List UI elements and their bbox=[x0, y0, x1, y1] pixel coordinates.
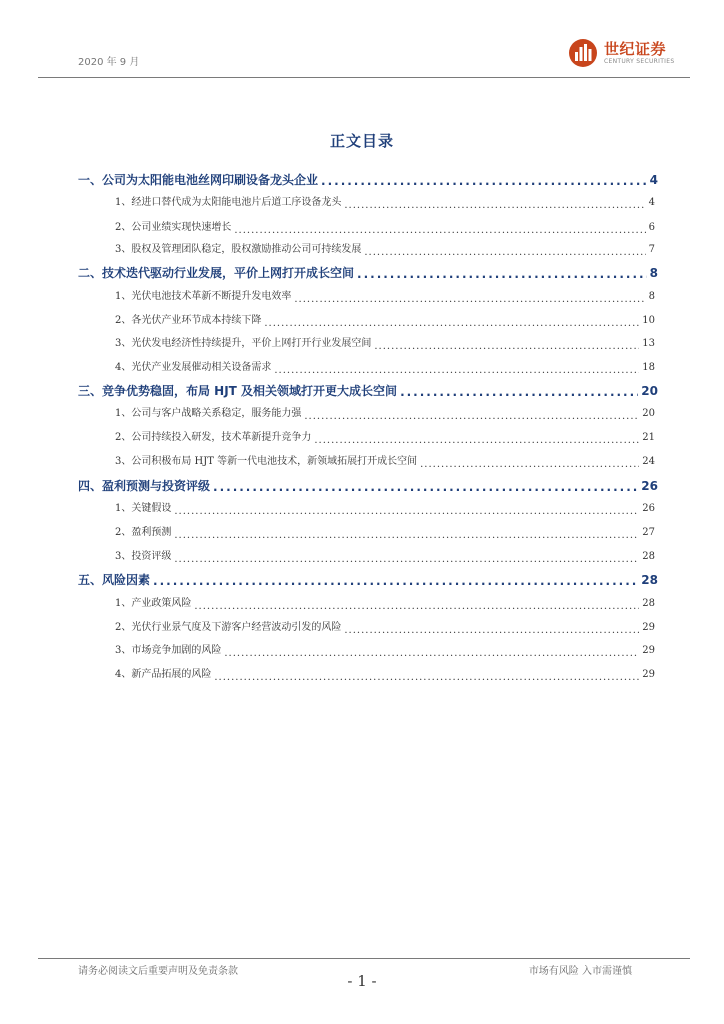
toc-entry-page: 24 bbox=[642, 456, 655, 467]
toc-dot-leader bbox=[374, 334, 639, 354]
toc-entry-label: 3、光伏发电经济性持续提升，平价上网打开行业发展空间 bbox=[115, 338, 372, 349]
toc-entry-label: 五、风险因素 bbox=[78, 573, 151, 587]
toc-entry-page: 6 bbox=[648, 222, 655, 233]
toc-entry-page: 20 bbox=[642, 408, 655, 419]
toc-entry-label: 2、光伏行业景气度及下游客户经营波动引发的风险 bbox=[115, 622, 342, 633]
toc-entry-page: 21 bbox=[642, 432, 655, 443]
logo-chinese-name: 世纪证券 bbox=[604, 40, 667, 58]
toc-subsection-entry[interactable] bbox=[115, 193, 655, 213]
toc-entry-label: 2、公司业绩实现快速增长 bbox=[115, 222, 232, 233]
toc-entry-label: 四、盈利预测与投资评级 bbox=[78, 479, 211, 493]
toc-section-entry[interactable] bbox=[78, 263, 658, 283]
toc-entry-label: 1、光伏电池技术革新不断提升发电效率 bbox=[115, 291, 292, 302]
toc-entry-page: 28 bbox=[641, 573, 658, 587]
toc-subsection-entry[interactable] bbox=[115, 523, 655, 543]
toc-entry-label: 3、市场竞争加剧的风险 bbox=[115, 645, 222, 656]
toc-dot-leader bbox=[174, 547, 639, 567]
toc-subsection-entry[interactable] bbox=[115, 240, 655, 260]
toc-entry-page: 13 bbox=[642, 338, 655, 349]
toc-dot-leader bbox=[194, 594, 639, 614]
toc-subsection-entry[interactable] bbox=[115, 665, 655, 685]
toc-entry-label: 3、投资评级 bbox=[115, 551, 172, 562]
toc-entry-page: 28 bbox=[642, 551, 655, 562]
toc-entry-page: 4 bbox=[649, 173, 658, 187]
toc-entry-label: 2、各光伏产业环节成本持续下降 bbox=[115, 315, 262, 326]
toc-entry-label: 4、光伏产业发展催动相关设备需求 bbox=[115, 362, 272, 373]
toc-dot-leader bbox=[264, 311, 639, 331]
toc-entry-page: 29 bbox=[642, 622, 655, 633]
toc-entry-page: 8 bbox=[648, 291, 655, 302]
toc-dot-leader bbox=[174, 523, 639, 543]
toc-entry-page: 27 bbox=[642, 527, 655, 538]
footer-divider bbox=[38, 958, 690, 959]
toc-dot-leader bbox=[400, 381, 638, 401]
toc-entry-label: 2、公司持续投入研发，技术革新提升竞争力 bbox=[115, 432, 312, 443]
toc-dot-leader bbox=[274, 358, 639, 378]
toc-dot-leader bbox=[294, 287, 645, 307]
toc-entry-page: 29 bbox=[642, 669, 655, 680]
toc-subsection-entry[interactable] bbox=[115, 618, 655, 638]
header-date: 2020 年 9 月 bbox=[78, 57, 140, 68]
toc-dot-leader bbox=[213, 476, 638, 496]
toc-entry-page: 10 bbox=[642, 315, 655, 326]
toc-subsection-entry[interactable] bbox=[115, 404, 655, 424]
company-logo bbox=[568, 36, 678, 72]
toc-dot-leader bbox=[344, 193, 645, 213]
toc-entry-label: 三、竞争优势稳固，布局 HJT 及相关领域打开更大成长空间 bbox=[78, 384, 398, 398]
toc-dot-leader bbox=[304, 404, 639, 424]
toc-subsection-entry[interactable] bbox=[115, 594, 655, 614]
toc-entry-label: 1、产业政策风险 bbox=[115, 598, 192, 609]
toc-section-entry[interactable] bbox=[78, 570, 658, 590]
toc-subsection-entry[interactable] bbox=[115, 358, 655, 378]
toc-subsection-entry[interactable] bbox=[115, 452, 655, 472]
toc-entry-page: 29 bbox=[642, 645, 655, 656]
toc-dot-leader bbox=[234, 218, 645, 238]
toc-entry-page: 4 bbox=[648, 197, 655, 208]
toc-dot-leader bbox=[357, 263, 647, 283]
toc-entry-page: 7 bbox=[648, 244, 655, 255]
toc-section-entry[interactable] bbox=[78, 381, 658, 401]
toc-entry-label: 一、公司为太阳能电池丝网印刷设备龙头企业 bbox=[78, 173, 319, 187]
toc-subsection-entry[interactable] bbox=[115, 428, 655, 448]
page-number: - 1 - bbox=[347, 972, 377, 990]
toc-entry-label: 3、股权及管理团队稳定，股权激励推动公司可持续发展 bbox=[115, 244, 362, 255]
toc-dot-leader bbox=[153, 570, 638, 590]
toc-subsection-entry[interactable] bbox=[115, 334, 655, 354]
toc-subsection-entry[interactable] bbox=[115, 641, 655, 661]
toc-dot-leader bbox=[314, 428, 639, 448]
toc-title: 正文目录 bbox=[329, 132, 394, 150]
toc-subsection-entry[interactable] bbox=[115, 287, 655, 307]
toc-entry-label: 4、新产品拓展的风险 bbox=[115, 669, 212, 680]
toc-dot-leader bbox=[174, 499, 639, 519]
toc-entry-label: 1、公司与客户战略关系稳定，服务能力强 bbox=[115, 408, 302, 419]
toc-dot-leader bbox=[364, 240, 645, 260]
toc-entry-page: 26 bbox=[641, 479, 658, 493]
header-divider bbox=[38, 77, 690, 78]
toc-dot-leader bbox=[214, 665, 639, 685]
century-securities-logo-icon bbox=[568, 38, 598, 68]
toc-entry-label: 3、公司积极布局 HJT 等新一代电池技术，新领域拓展打开成长空间 bbox=[115, 456, 418, 467]
toc-entry-label: 二、技术迭代驱动行业发展，平价上网打开成长空间 bbox=[78, 266, 355, 280]
toc-subsection-entry[interactable] bbox=[115, 547, 655, 567]
toc-subsection-entry[interactable] bbox=[115, 311, 655, 331]
toc-entry-page: 20 bbox=[641, 384, 658, 398]
toc-dot-leader bbox=[344, 618, 639, 638]
toc-entry-page: 8 bbox=[649, 266, 658, 280]
toc-entry-page: 18 bbox=[642, 362, 655, 373]
toc-subsection-entry[interactable] bbox=[115, 218, 655, 238]
disclaimer-note: 请务必阅读文后重要声明及免责条款 bbox=[78, 966, 238, 977]
toc-section-entry[interactable] bbox=[78, 170, 658, 190]
logo-english-name: CENTURY SECURITIES bbox=[604, 58, 675, 65]
toc-entry-page: 28 bbox=[642, 598, 655, 609]
toc-dot-leader bbox=[321, 170, 647, 190]
toc-dot-leader bbox=[420, 452, 639, 472]
risk-warning: 市场有风险 入市需谨慎 bbox=[528, 966, 632, 977]
toc-section-entry[interactable] bbox=[78, 476, 658, 496]
toc-subsection-entry[interactable] bbox=[115, 499, 655, 519]
toc-entry-label: 1、经进口替代成为太阳能电池片后道工序设备龙头 bbox=[115, 197, 342, 208]
toc-dot-leader bbox=[224, 641, 639, 661]
toc-entry-page: 26 bbox=[642, 503, 655, 514]
toc-entry-label: 2、盈利预测 bbox=[115, 527, 172, 538]
toc-entry-label: 1、关键假设 bbox=[115, 503, 172, 514]
